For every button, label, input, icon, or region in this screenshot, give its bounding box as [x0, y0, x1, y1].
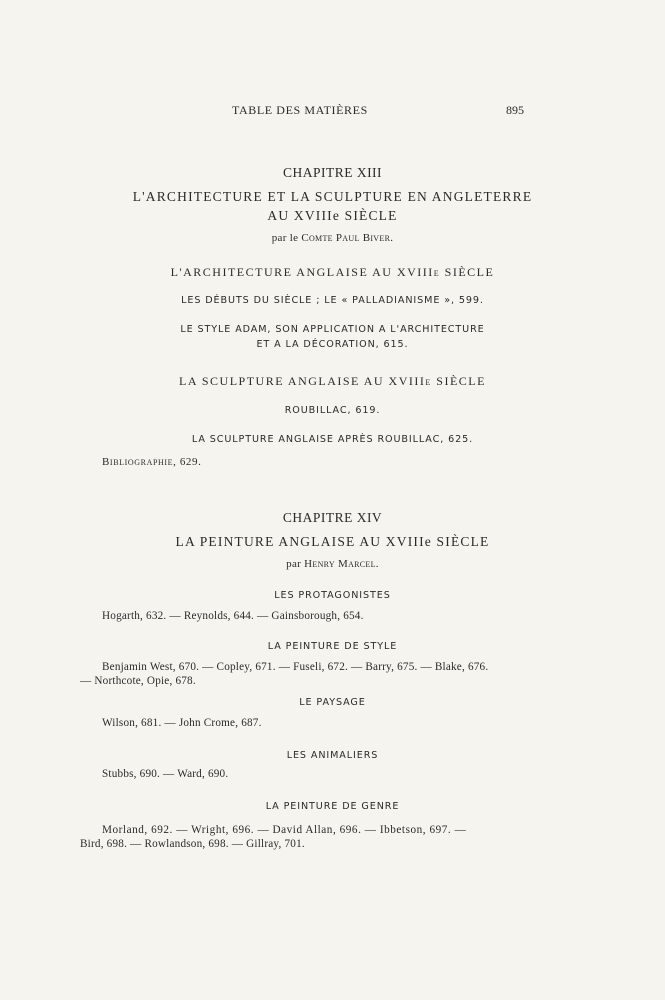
chapter-13-section-sculpture: LA SCULPTURE ANGLAISE AU XVIIIe SIÈCLE [179, 374, 486, 388]
chapter-14-section-protagonistes: LES PROTAGONISTES [274, 590, 391, 601]
chapter-13-title-line2: AU XVIIIe SIÈCLE [267, 208, 398, 223]
chapter-14-section-animaliers: LES ANIMALIERS [286, 750, 379, 761]
chapter-14-author [0, 558, 665, 570]
chapter-14-genre-line1: Morland, 692. — Wright, 696. — David Allan, 696. — Ibbetson, 697. — [102, 824, 467, 836]
chapter-13-entry-style-adam-line1: LE STYLE ADAM, SON APPLICATION A L'ARCHITECTURE [180, 324, 485, 335]
running-title: TABLE DES MATIÈRES [232, 103, 368, 117]
chapter-14-author-name: Henry Marcel. [304, 558, 379, 570]
chapter-13-author-name: Comte Paul Biver. [301, 232, 394, 244]
chapter-13-entry-after-roubillac: LA SCULPTURE ANGLAISE APRÈS ROUBILLAC, 625. [191, 434, 474, 445]
chapter-13-author-prefix: par le [271, 232, 299, 244]
chapter-13-bibliography: Bibliographie, 629. [102, 456, 202, 468]
chapter-14-animaliers-line: Stubbs, 690. — Ward, 690. [102, 768, 229, 780]
chapter-14-paysage-line: Wilson, 681. — John Crome, 687. [102, 717, 262, 729]
chapter-13-entry-style-adam-line2: ET A LA DÉCORATION, 615. [256, 339, 409, 350]
chapter-14-author-prefix: par [286, 558, 302, 570]
chapter-13-number: CHAPITRE XIII [282, 165, 383, 180]
chapter-14-protagonistes-line: Hogarth, 632. — Reynolds, 644. — Gainsborough, 654. [102, 610, 364, 622]
chapter-14-section-paysage: LE PAYSAGE [299, 697, 366, 708]
chapter-13-author [0, 232, 665, 244]
chapter-14-style-line1: Benjamin West, 670. — Copley, 671. — Fuseli, 672. — Barry, 675. — Blake, 676. [102, 661, 489, 673]
chapter-14-section-peinture-de-genre: LA PEINTURE DE GENRE [265, 801, 400, 812]
chapter-13-section-architecture: L'ARCHITECTURE ANGLAISE AU XVIIIe SIÈCLE [170, 265, 495, 279]
chapter-14-genre-line2: Bird, 698. — Rowlandson, 698. — Gillray, 701. [80, 838, 305, 850]
page-number: 895 [506, 103, 524, 117]
chapter-14-number: CHAPITRE XIV [282, 510, 383, 525]
chapter-13-entry-palladianism: LES DÉBUTS DU SIÈCLE ; LE « PALLADIANISME », 599. [181, 295, 484, 306]
chapter-13-title-line1: L'ARCHITECTURE ET LA SCULPTURE EN ANGLETERRE [132, 189, 533, 204]
chapter-14-title: LA PEINTURE ANGLAISE AU XVIIIe SIÈCLE [175, 534, 490, 549]
chapter-14-style-line2: — Northcote, Opie, 678. [80, 675, 196, 687]
chapter-13-entry-roubillac: ROUBILLAC, 619. [284, 405, 381, 416]
chapter-14-section-peinture-de-style: LA PEINTURE DE STYLE [267, 641, 398, 652]
